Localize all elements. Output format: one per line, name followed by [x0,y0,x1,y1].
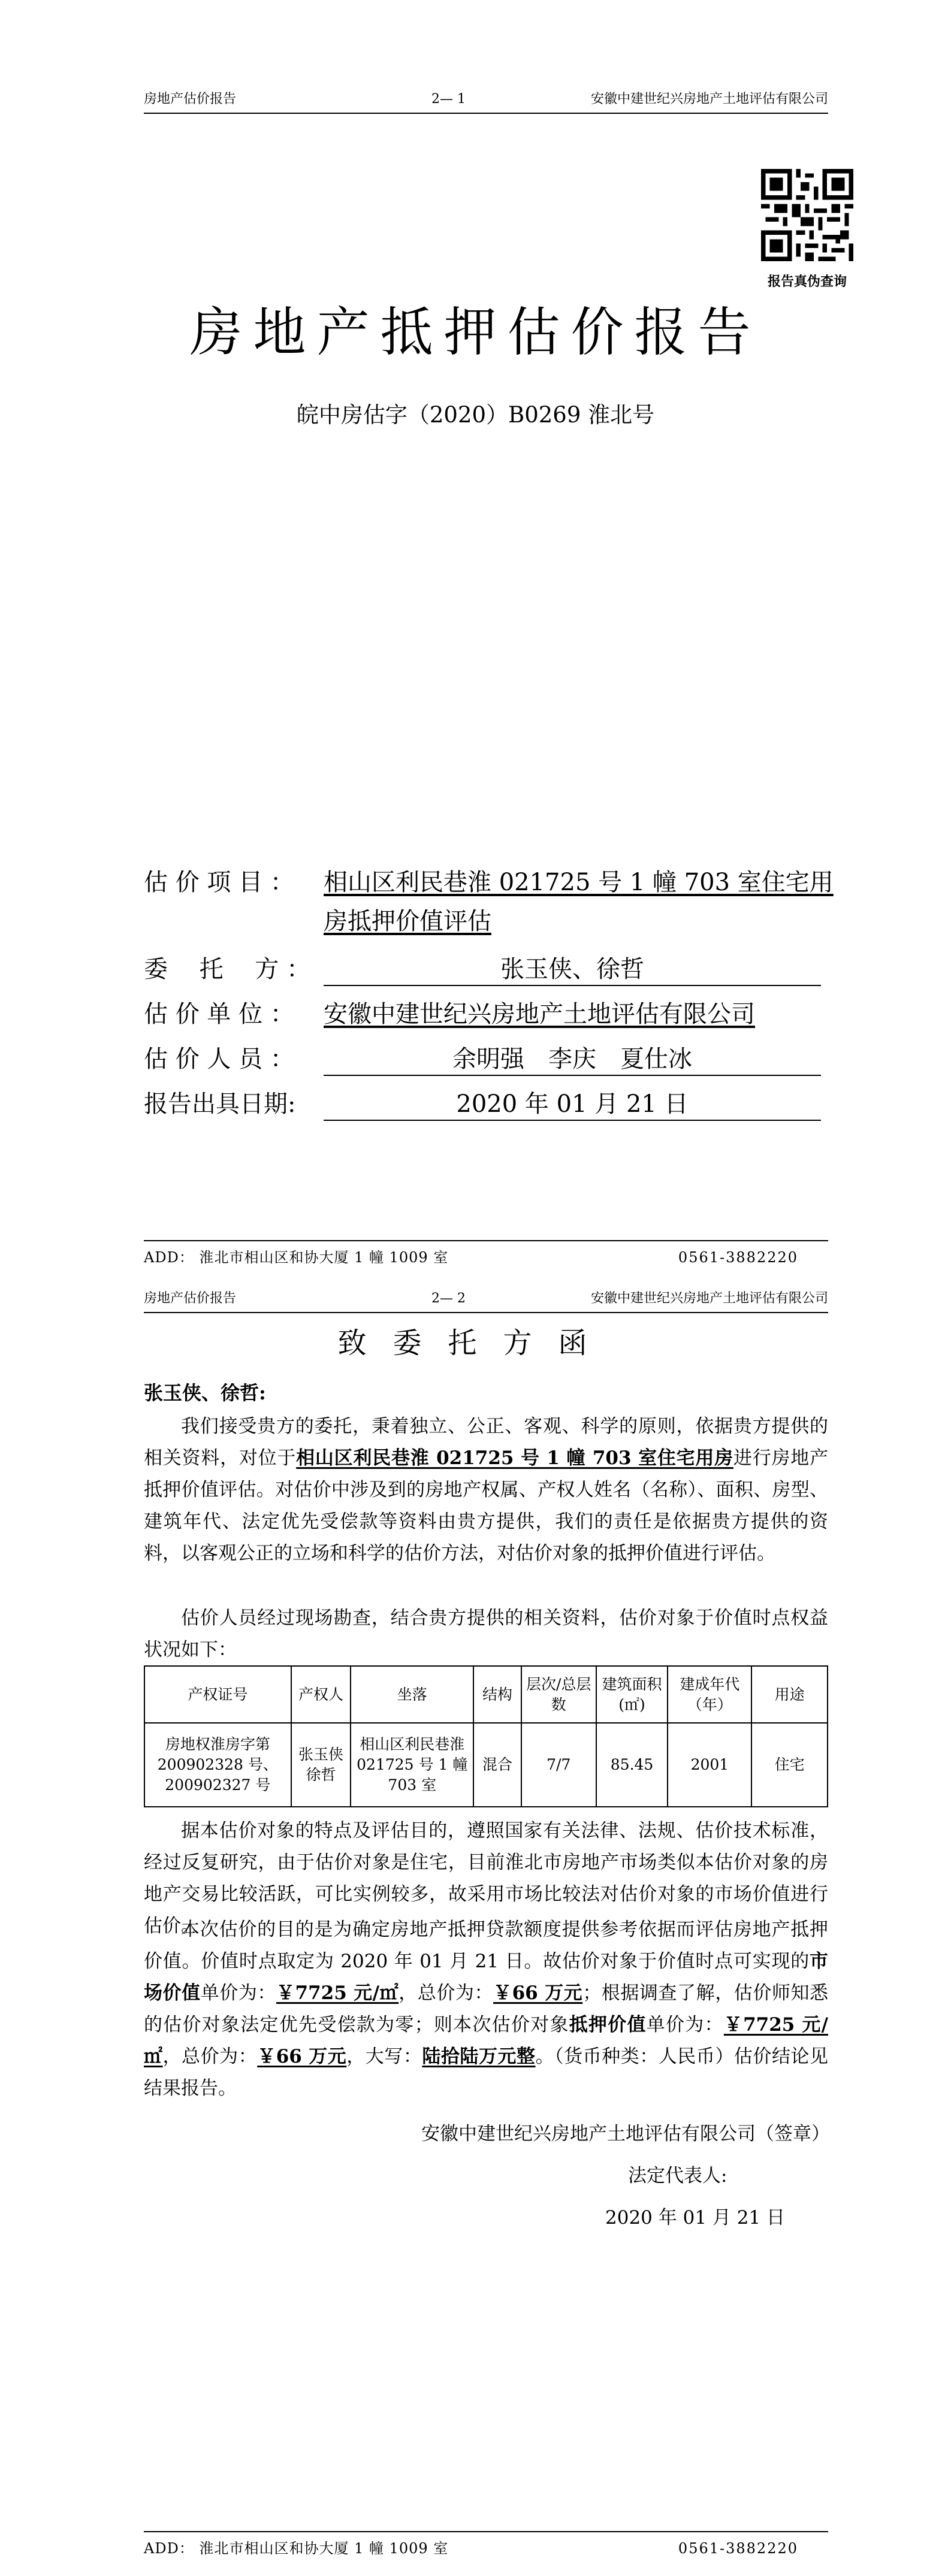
letter-title: 致委托方函 [337,1326,614,1360]
col-header-floors: 层次/总层数 [521,1666,596,1723]
cell-year: 2001 [668,1723,751,1807]
col-header-structure: 结构 [473,1666,521,1723]
paragraph-3: 据本估价对象的特点及评估目的，遵照国家有关法律、法规、估价技术标准，经过反复研究，由于估价对象是住宅，目前淮北市房地产市场类似本估价对象的房地产交易比较活跃，可比实例较多，故采用市场比较法对估价对象的市场价值进行估价。 [144,1820,828,1937]
col-header-cert: 产权证号 [144,1666,291,1723]
cell-usage: 住宅 [751,1723,828,1807]
date-label: 报告出具日期: [144,1090,296,1118]
page-footer [144,2531,828,2565]
cell-floors: 7/7 [521,1723,596,1807]
header-left: 房地产估价报告 [144,1291,237,1306]
amount-in-words: 陆拾陆万元整 [422,2046,536,2067]
agency-label: 估 价 单 位 ： [144,1000,294,1028]
project-value-line2: 房抵押价值评估 [324,908,491,935]
header-page-number: 2— 1 [431,92,466,107]
col-header-area: 建筑面积(㎡) [596,1666,668,1723]
signature-date: 2020 年 01 月 21 日 [605,2207,786,2229]
header-left: 房地产估价报告 [144,92,237,107]
cell-area: 85.45 [596,1723,668,1807]
cell-cert: 房地权淮房字第 200902328 号、200902327 号 [144,1723,291,1807]
letter-page [0,1288,951,2576]
qr-caption: 报告真伪查询 [767,274,847,289]
project-field [144,866,834,899]
appraisers-label: 估 价 人 员 ： [144,1045,294,1073]
page-footer [144,1240,828,1274]
mortgage-total-price: ￥66 万元 [257,2046,347,2067]
header-right: 安徽中建世纪兴房地产土地评估有限公司 [590,92,828,107]
col-header-owner: 产权人 [291,1666,351,1723]
property-table [144,1665,828,1807]
signature-company: 安徽中建世纪兴房地产土地评估有限公司（签章） [421,2123,830,2145]
signature-representative: 法定代表人: [628,2165,727,2187]
page-header [144,1288,828,1313]
paragraph-1: 我们接受贵方的委托，秉着独立、公正、客观、科学的原则，依据贵方提供的相关资料，对位于相山区利民巷淮 021725 号 1 幢 703 室住宅用房进行房地产抵押价值评估。对估价中涉及到的房地产权属、产权人姓名（名称）、面积、房型、建筑年代、法定优先受偿款等资料由贵方提供，我们的责任是依据贵方提供的资料，以客观公正的立场和科学的估价方法，对估价对象的抵押价值进行评估。 [144,1416,829,1564]
table-row [144,1723,828,1807]
property-address: 相山区利民巷淮 021725 号 1 幢 703 室住宅用房 [296,1447,733,1469]
date-field [144,1087,821,1121]
addressee: 张玉侠、徐哲: [144,1381,266,1404]
footer-phone: 0561-3882220 [678,1249,798,1266]
col-header-location: 坐落 [351,1666,473,1723]
footer-phone: 0561-3882220 [678,2540,798,2557]
appraisers-value: 余明强 李庆 夏仕冰 [324,1044,821,1076]
market-unit-price: ￥7725 元/㎡ [276,1982,399,2004]
header-right: 安徽中建世纪兴房地产土地评估有限公司 [590,1291,828,1306]
agency-field [144,997,755,1031]
client-field [144,953,821,986]
client-label: 委 托 方 ： [144,956,311,983]
page-header [144,84,828,114]
report-title: 房地产抵押估价报告 [189,301,762,363]
cell-structure: 混合 [473,1723,521,1807]
cell-location: 相山区利民巷淮 021725 号 1 幢 703 室 [351,1723,473,1807]
project-label: 估 价 项 目 ： [144,869,294,896]
mortgage-unit-price: ￥7725 元/㎡ [144,2014,829,2067]
col-header-year: 建成年代（年） [668,1666,751,1723]
market-total-price: ￥66 万元 [493,1982,583,2004]
project-value-line1: 相山区利民巷淮 021725 号 1 幢 703 室住宅用 [324,869,834,896]
report-number: 皖中房估字（2020）B0269 淮北号 [296,402,655,428]
cell-owner: 张玉侠 徐哲 [291,1723,351,1807]
date-value: 2020 年 01 月 21 日 [324,1089,821,1121]
paragraph-4: 本次估价的目的是为确定房地产抵押贷款额度提供参考依据而评估房地产抵押价值。价值时点取定为 2020 年 01 月 21 日。故估价对象于价值时点可实现的市场价值单价为：￥7725 元/㎡，总价为：￥66 万元；根据调查了解，估价师知悉的估价对象法定优先受偿款为零；则本次估价对象抵押价值单价为：￥7725 元/㎡，总价为：￥66 万元，大写：陆拾陆万元整。（货币种类：人民币）估价结论见结果报告。 [144,1919,829,2099]
footer-address: ADD： 淮北市相山区和协大厦 1 幢 1009 室 [144,2540,449,2557]
appraisers-field [144,1042,821,1076]
header-page-number: 2— 2 [431,1291,466,1306]
footer-address: ADD： 淮北市相山区和协大厦 1 幢 1009 室 [144,1249,449,1266]
client-value: 张玉侠、徐哲 [324,954,821,986]
paragraph-2: 估价人员经过现场勘查，结合贵方提供的相关资料，估价对象于价值时点权益状况如下： [144,1607,828,1661]
qr-code-icon [761,169,853,261]
col-header-usage: 用途 [751,1666,828,1723]
agency-value: 安徽中建世纪兴房地产土地评估有限公司 [324,1000,755,1028]
table-header-row [144,1666,828,1723]
